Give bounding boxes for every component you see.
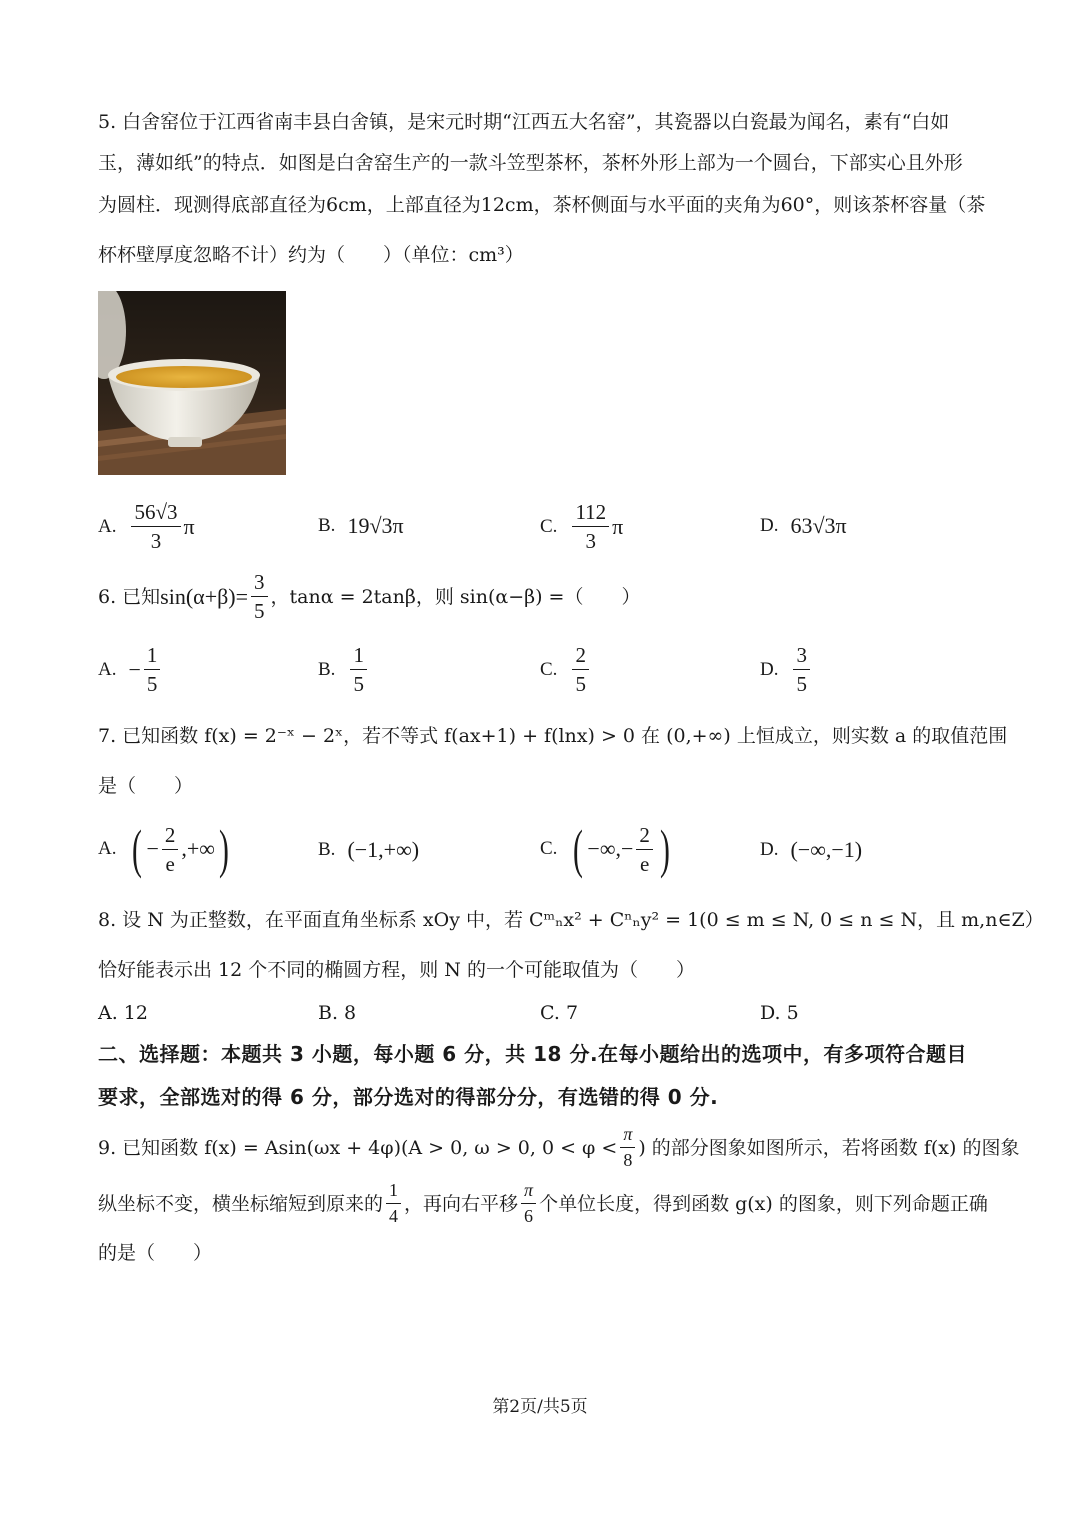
q5-option-d[interactable] [760, 512, 847, 540]
fraction [162, 823, 179, 876]
q5-line-1: 5. 白舍窑位于江西省南丰县白舍镇，是宋元时期“江西五大名窑”，其瓷器以白瓷最为闻名，素有“白如 [98, 111, 950, 133]
option-label: A. [98, 515, 117, 537]
denominator: 3 [585, 529, 597, 553]
q6-option-c[interactable] [540, 643, 592, 696]
numerator: 2 [162, 823, 179, 850]
q7-option-d[interactable] [760, 836, 862, 864]
q5-option-b[interactable] [318, 512, 404, 540]
q7-option-a[interactable] [98, 819, 233, 879]
q7-line-2: 是（ ） [98, 775, 194, 797]
q7-option-c[interactable] [540, 819, 674, 879]
q6-stem [98, 570, 640, 623]
page-footer: 第2页/共5页 [492, 1397, 588, 1417]
numerator: 3 [251, 570, 268, 597]
option-text: 63√3π [790, 513, 847, 538]
fraction [350, 643, 367, 696]
numerator: 2 [636, 823, 653, 850]
q7-line-1: 7. 已知函数 f(x) = 2⁻ˣ − 2ˣ，若不等式 f(ax+1) + f(lnx) > 0 在 (0,+∞) 上恒成立，则实数 a 的取值范围 [98, 725, 1008, 747]
section-2-heading-line-2: 要求，全部选对的得 6 分，部分选对的得部分分，有选错的得 0 分. [98, 1085, 719, 1109]
q7-option-b[interactable] [318, 836, 419, 864]
q5-line-2: 玉，薄如纸”的特点．如图是白舍窑生产的一款斗笠型茶杯，茶杯外形上部为一个圆台，下部实心且外形 [98, 152, 963, 174]
q6-option-b[interactable] [318, 643, 370, 696]
q9-text: 纵坐标不变，横坐标缩短到原来的 [98, 1192, 384, 1215]
option-label: D. [760, 658, 779, 680]
left-paren: ( [132, 819, 143, 879]
option-label: B. [318, 839, 336, 860]
q9-text: 个单位长度，得到函数 g(x) 的图象，则下列命题正确 [539, 1192, 988, 1215]
option-tail: π [183, 513, 195, 539]
left-paren: ( [573, 819, 584, 879]
option-text: (−∞,−1) [790, 837, 863, 862]
q5-option-a[interactable] [98, 500, 195, 553]
denominator: 8 [623, 1150, 633, 1170]
q9-line-1 [98, 1124, 1019, 1171]
option-label: A. [98, 838, 117, 859]
q6-expr-2: ，tanα = 2tanβ，则 sin(α−β) =（ ） [270, 585, 641, 608]
denominator: 6 [524, 1206, 534, 1226]
fraction [144, 643, 161, 696]
q9-line-3: 的是（ ） [98, 1242, 213, 1264]
option-label: C. [540, 838, 558, 859]
section-2-heading-line-1: 二、选择题：本题共 3 小题，每小题 6 分，共 18 分.在每小题给出的选项中，有多项符合题目 [98, 1042, 968, 1066]
denominator: 5 [796, 672, 807, 696]
fraction [793, 643, 810, 696]
fraction [572, 643, 589, 696]
tea-cup-photo [98, 291, 286, 475]
q8-line-1: 8. 设 N 为正整数，在平面直角坐标系 xOy 中，若 Cᵐₙx² + Cⁿₙy² = 1(0 ≤ m ≤ N, 0 ≤ n ≤ N，且 m,n∈Z） [98, 909, 1044, 931]
q6-option-d[interactable] [760, 643, 813, 696]
option-label: B. [318, 658, 336, 680]
q8-option-d[interactable]: D. 5 [760, 1002, 799, 1024]
denominator: 5 [254, 599, 265, 623]
q9-text: 9. 已知函数 f(x) = Asin(ωx + 4φ)(A > 0, ω > 0, 0 < φ < [98, 1136, 618, 1159]
right-paren: ) [659, 819, 670, 879]
q8-option-c[interactable]: C. 7 [540, 1002, 579, 1024]
q9-text: ) 的部分图象如图所示，若将函数 f(x) 的图象 [638, 1136, 1020, 1159]
denominator: 5 [146, 672, 158, 696]
fraction [251, 570, 268, 623]
q9-line-2 [98, 1180, 988, 1227]
fraction [386, 1180, 401, 1227]
numerator: 1 [144, 643, 161, 670]
q5-line-3: 为圆柱．现测得底部直径为6cm，上部直径为12cm，茶杯侧面与水平面的夹角为60°，则该茶杯容量（茶 [98, 194, 986, 216]
q8-line-2: 恰好能表示出 12 个不同的椭圆方程，则 N 的一个可能取值为（ ） [98, 959, 695, 981]
numerator: 1 [350, 643, 367, 670]
q5-option-c[interactable] [540, 500, 623, 553]
denominator: 5 [575, 672, 586, 696]
option-text: ,+∞ [181, 836, 215, 861]
denominator: 5 [353, 672, 364, 696]
option-text: − [146, 836, 159, 861]
denominator: 4 [389, 1206, 399, 1226]
numerator: 2 [572, 643, 589, 670]
option-label: C. [540, 515, 558, 537]
option-label: A. [98, 658, 117, 680]
q6-prefix: 6. 已知 [98, 585, 161, 608]
q9-text: ，再向右平移 [404, 1192, 519, 1215]
denominator: e [640, 851, 650, 876]
q8-option-b[interactable]: B. 8 [318, 1002, 357, 1024]
option-label: B. [318, 515, 336, 536]
q8-option-a[interactable]: A. 12 [98, 1002, 148, 1024]
option-tail: π [612, 513, 624, 539]
numerator: π [620, 1124, 635, 1148]
option-text: (−1,+∞) [347, 837, 420, 862]
numerator: 112 [572, 500, 609, 527]
q5-line-4: 杯杯壁厚度忽略不计）约为（ ）（单位：cm³） [98, 244, 524, 266]
numerator: π [521, 1180, 536, 1204]
fraction [521, 1180, 536, 1227]
option-label: D. [760, 839, 779, 860]
q6-option-a[interactable] [98, 643, 163, 696]
option-text: −∞,− [587, 836, 634, 861]
fraction [131, 500, 180, 553]
option-label: D. [760, 515, 779, 536]
right-paren: ) [219, 819, 229, 879]
q6-expr-1: sin(α+β)= [160, 583, 249, 609]
denominator: e [165, 851, 175, 876]
denominator: 3 [150, 529, 162, 553]
option-text: 19√3π [347, 513, 404, 538]
numerator: 1 [386, 1180, 401, 1204]
numerator: 56√3 [131, 500, 180, 527]
fraction [620, 1124, 635, 1171]
numerator: 3 [793, 643, 810, 670]
fraction [636, 823, 653, 876]
minus-sign: − [128, 656, 141, 682]
fraction [572, 500, 609, 553]
option-label: C. [540, 658, 558, 680]
